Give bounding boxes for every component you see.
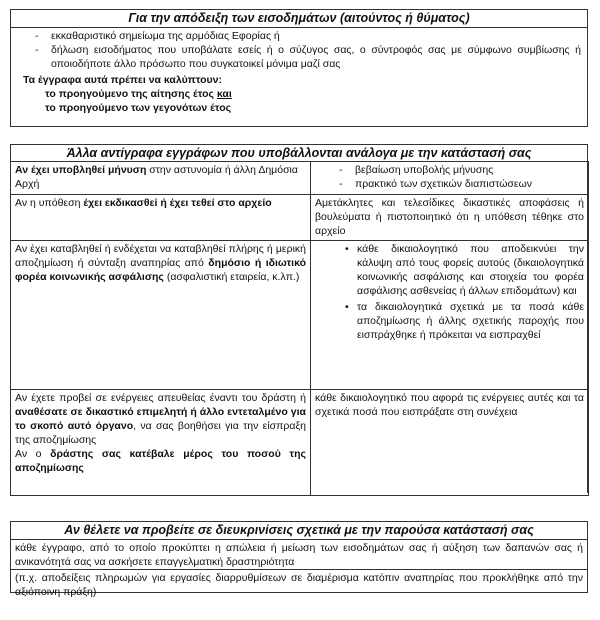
docs-cover-line-1-prefix: το προηγούμενο της αίτησης έτος bbox=[45, 88, 217, 100]
clarifications-box bbox=[10, 521, 588, 598]
list-item: - βεβαίωση υποβολής μήνυσης bbox=[315, 163, 584, 177]
table-row bbox=[11, 195, 589, 241]
docs-cover-line-2: το προηγούμενο των γεγονότων έτος bbox=[45, 102, 232, 114]
income-proof-item-1: - εκκαθαριστικό σημείωμα της αρμόδιας Εφορίας ή bbox=[11, 29, 587, 43]
list-item: • κάθε δικαιολογητικό που αποδεικνύει την κάλυψη από τους φορείς αυτούς (δικαιολογητικά κοινωνικής ασφάλισης και στοιχεία του φορέα ασφάλισης ασθενείας ή άλλων επιδομάτων) και bbox=[315, 242, 584, 298]
row-1-documents bbox=[311, 162, 589, 195]
other-documents-title: Άλλα αντίγραφα εγγράφων που υποβάλλονται ανάλογα με την κατάστασή σας bbox=[11, 145, 587, 162]
row-3-documents bbox=[311, 241, 589, 390]
income-proof-box bbox=[10, 9, 588, 127]
docs-cover-line-1 bbox=[11, 87, 587, 101]
row-4-documents: κάθε δικαιολογητικό που αφορά τις ενέργειες αυτές και τα σχετικά ποσά που εισπράξατε στη συνέχεια bbox=[311, 390, 589, 496]
table-row bbox=[11, 390, 589, 496]
clarifications-title: Αν θέλετε να προβείτε σε διευκρινίσεις σχετικά με την παρούσα κατάστασή σας bbox=[11, 522, 587, 540]
income-proof-item-2: - δήλωση εισοδήματος που υποβάλατε εσείς ή ο σύζυγος σας, ο σύντροφός σας με σύμφωνο συμβίωσης ή οποιοδήποτε άλλο πρόσωπο που συγκατοικεί μόνιμα μαζί σας bbox=[11, 43, 587, 71]
row-2-documents: Αμετάκλητες και τελεσίδικες δικαστικές αποφάσεις ή βουλεύματα ή πιστοποιητικό ότι η υπόθεση τέθηκε στο αρχείο bbox=[311, 195, 589, 241]
clarifications-text-2: (π.χ. αποδείξεις πληρωμών για εργασίες διαρρυθμίσεων σε διαμέρισμα κατόπιν αναπηρίας που προκλήθηκε από την αξιόποινη πράξη) bbox=[15, 572, 583, 598]
docs-cover-line-1-and: και bbox=[216, 88, 232, 100]
row-4-condition: Αν έχετε προβεί σε ενέργειες απευθείας έναντι του δράστη ή αναθέσατε σε δικαστικό επιμελητή ή άλλο εντεταλμένο για το σκοπό αυτό όργανο, να σας βοηθήσει για την είσπραξη της αποζημίωσης Αν ο δράστης σας κατέβαλε μέρος του ποσού της αποζημίωσης bbox=[11, 390, 311, 496]
docs-cover-heading: Τα έγγραφα αυτά πρέπει να καλύπτουν: bbox=[23, 74, 222, 86]
table-row bbox=[11, 162, 589, 195]
other-documents-box bbox=[10, 144, 588, 493]
income-proof-title: Για την απόδειξη των εισοδημάτων (αιτούντος ή θύματος) bbox=[11, 10, 587, 28]
table-row bbox=[11, 241, 589, 390]
list-item: • τα δικαιολογητικά σχετικά με τα ποσά κάθε αποζημίωσης ή άλλης σχετικής παροχής που εισπράχθηκε ή πρόκειται να εισπραχθεί bbox=[315, 300, 584, 342]
other-documents-table bbox=[10, 161, 589, 496]
row-2-condition: Αν η υπόθεση έχει εκδικασθεί ή έχει τεθεί στο αρχείο bbox=[11, 195, 311, 241]
list-item: - πρακτικό των σχετικών διαπιστώσεων bbox=[315, 177, 584, 191]
clarifications-text-1: κάθε έγγραφο, από το οποίο προκύπτει η απώλεια ή μείωση των εισοδημάτων σας ή αύξηση των δαπανών σας ή ανικανότητά σας να ασκήσετε επαγγελματική δραστηριότητα bbox=[11, 540, 587, 570]
income-proof-list bbox=[11, 29, 587, 71]
row-1-condition: Αν έχει υποβληθεί μήνυση στην αστυνομία ή άλλη Δημόσια Αρχή bbox=[11, 162, 311, 195]
row-3-condition: Αν έχει καταβληθεί ή ενδέχεται να καταβληθεί πλήρης ή μερική αποζημίωση ή σύνταξη αναπηρίας από δημόσιο ή ιδιωτικό φορέα κοινωνικής ασφάλισης (ασφαλιστική εταιρεία, κ.λπ.) bbox=[11, 241, 311, 390]
